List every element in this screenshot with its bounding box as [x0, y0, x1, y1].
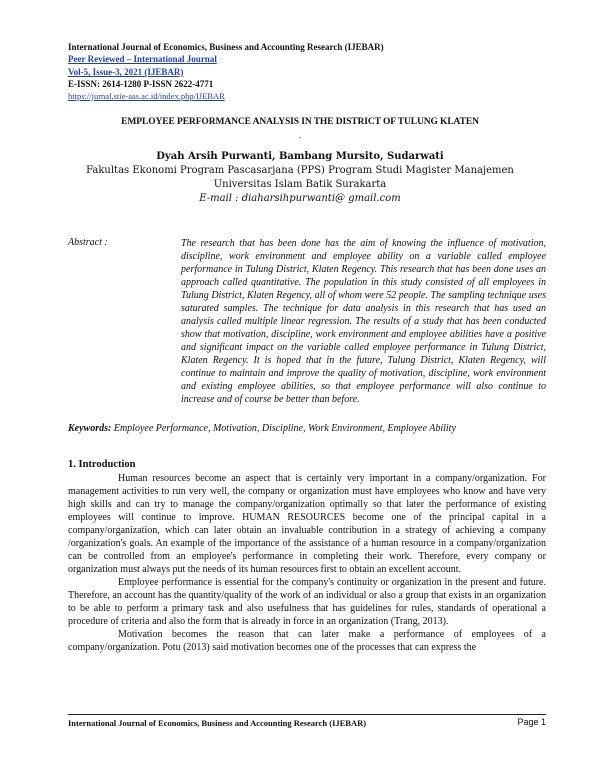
footer-divider [68, 714, 546, 715]
paragraph: Human resources become an aspect that is certainly very important in a company/organization. For management activities to run very well, the company or organization must have employees who know and have very high skills and can try to manage the company/organization optimally so that later the performance of existing employees will continue to improve. HUMAN RESOURCES become one of the principal capital in a company/organization, which can later obtain an invaluable contribution in a strategy of achieving a company /organization's goals. An example of the importance of the assistance of a human resource in a company/organization can be controlled from an employee's performance in completing their work. Therefore, every company or organization must always put the needs of its human resources first to obtain an excellent account. [68, 473, 546, 575]
issn-line: E-ISSN: 2614-1280 P-ISSN 2622-4771 [68, 79, 214, 89]
introduction-body [68, 472, 546, 654]
keywords-text: Employee Performance, Motivation, Discipline, Work Environment, Employee Ability [111, 423, 456, 434]
volume-link[interactable]: Vol-5, Issue-3, 2021 (IJEBAR) [68, 67, 184, 77]
abstract-label: Abstract : [68, 237, 108, 248]
section-heading-introduction: 1. Introduction [68, 459, 136, 470]
journal-url-link[interactable]: https://jurnal.stie-aas.ac.id/index.php/IJEBAR [68, 91, 225, 101]
paragraph: Employee performance is essential for the company's continuity or organization in the present and future. Therefore, an account has the quantity/quality of the work of an individual or also a group that exists in an organization to be able to perform a primary task and also usefulness that has guidelines for rules, standards of operational a procedure of criteria and also the form that is already in force in an organization (Trang, 2013). [68, 577, 546, 627]
page-number: Page 1 [517, 717, 546, 727]
abstract-text: The research that has been done has the aim of knowing the influence of motivation, discipline, work environment and employee ability on a variable called employee performance in Tulung District, Klaten Regency. This research that has been done uses an approach called quantitative. The population in this study consisted of all employees in Tulung District, Klaten Regency, all of whom were 52 people. The sampling technique uses saturated samples. The technique for data analysis in this research that has used an analysis called multiple linear regression. The results of a study that has been conducted show that motivation, discipline, work environment and employee abilities have a positive and significant impact on the variable called employee performance in Tulung District, Klaten Regency. It is hoped that in the future, Tulung District, Klaten Regency, will continue to maintain and improve the quality of motivation, discipline, work environment and existing employee abilities, so that employee performance will also continue to increase and of course be better than before. [181, 238, 546, 405]
affiliation-university: Universitas Islam Batik Surakarta [213, 179, 387, 190]
title-dot: . [298, 130, 302, 140]
paragraph: Motivation becomes the reason that can later make a performance of employees of a company/organization. Potu (2013) said motivation becomes one of the processes that can express the [68, 629, 546, 653]
affiliation-faculty: Fakultas Ekonomi Program Pascasarjana (PPS) Program Studi Magister Manajemen [86, 165, 514, 176]
author-email: E-mail : diaharsihpurwanti@ gmail.com [199, 193, 401, 204]
journal-header: International Journal of Economics, Business and Accounting Research (IJEBAR) [68, 42, 384, 52]
authors: Dyah Arsih Purwanti, Bambang Mursito, Sudarwati [156, 151, 444, 162]
paper-title: EMPLOYEE PERFORMANCE ANALYSIS IN THE DISTRICT OF TULUNG KLATEN [121, 117, 479, 127]
keywords-label: Keywords: [68, 423, 112, 434]
peer-reviewed-link[interactable]: Peer Reviewed – International Journal [68, 54, 217, 64]
footer-journal: International Journal of Economics, Business and Accounting Research (IJEBAR) [68, 718, 367, 728]
keywords [68, 423, 548, 434]
